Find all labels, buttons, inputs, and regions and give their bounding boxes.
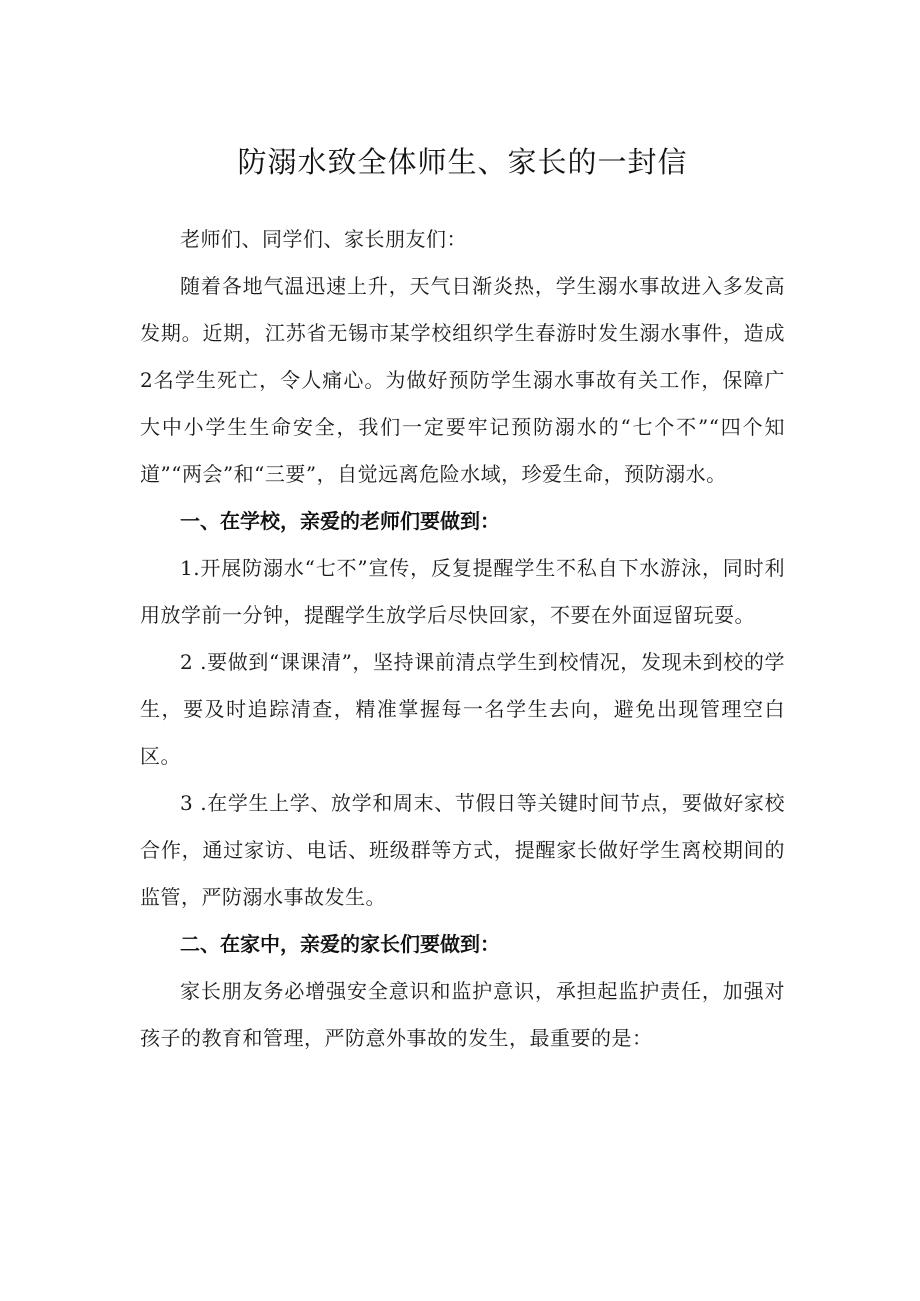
section-1-item-3: 3 .在学生上学、放学和周末、节假日等关键时间节点，要做好家校合作，通过家访、电话、班级群等方式，提醒家长做好学生离校期间的监管，严防溺水事故发生。 [140,791,785,909]
letter-body [140,216,785,1062]
intro-paragraph: 随着各地气温迅速上升，天气日渐炎热，学生溺水事故进入多发高发期。近期，江苏省无锡市某学校组织学生春游时发生溺水事件，造成2名学生死亡，令人痛心。为做好预防学生溺水事故有关工作，保障广大中小学生生命安全，我们一定要牢记预防溺水的“七个不”“四个知道”“两会”和“三要”，自觉远离危险水域，珍爱生命，预防溺水。 [140,274,785,486]
section-1-item-1: 1.开展防溺水“七不”宣传，反复提醒学生不私自下水游泳，同时利用放学前一分钟，提醒学生放学后尽快回家，不要在外面逗留玩耍。 [140,556,785,627]
section-2-intro: 家长朋友务必增强安全意识和监护意识，承担起监护责任，加强对孩子的教育和管理，严防意外事故的发生，最重要的是： [140,979,785,1050]
section-2-heading: 二、在家中，亲爱的家长们要做到： [180,932,500,956]
document-title: 防溺水致全体师生、家长的一封信 [237,145,688,179]
salutation: 老师们、同学们、家长朋友们： [180,227,467,251]
section-1-item-2: 2 .要做到“课课清”，坚持课前清点学生到校情况，发现未到校的学生，要及时追踪清查，精准掌握每一名学生去向，避免出现管理空白区。 [140,650,785,768]
section-1-heading: 一、在学校，亲爱的老师们要做到： [180,509,500,533]
